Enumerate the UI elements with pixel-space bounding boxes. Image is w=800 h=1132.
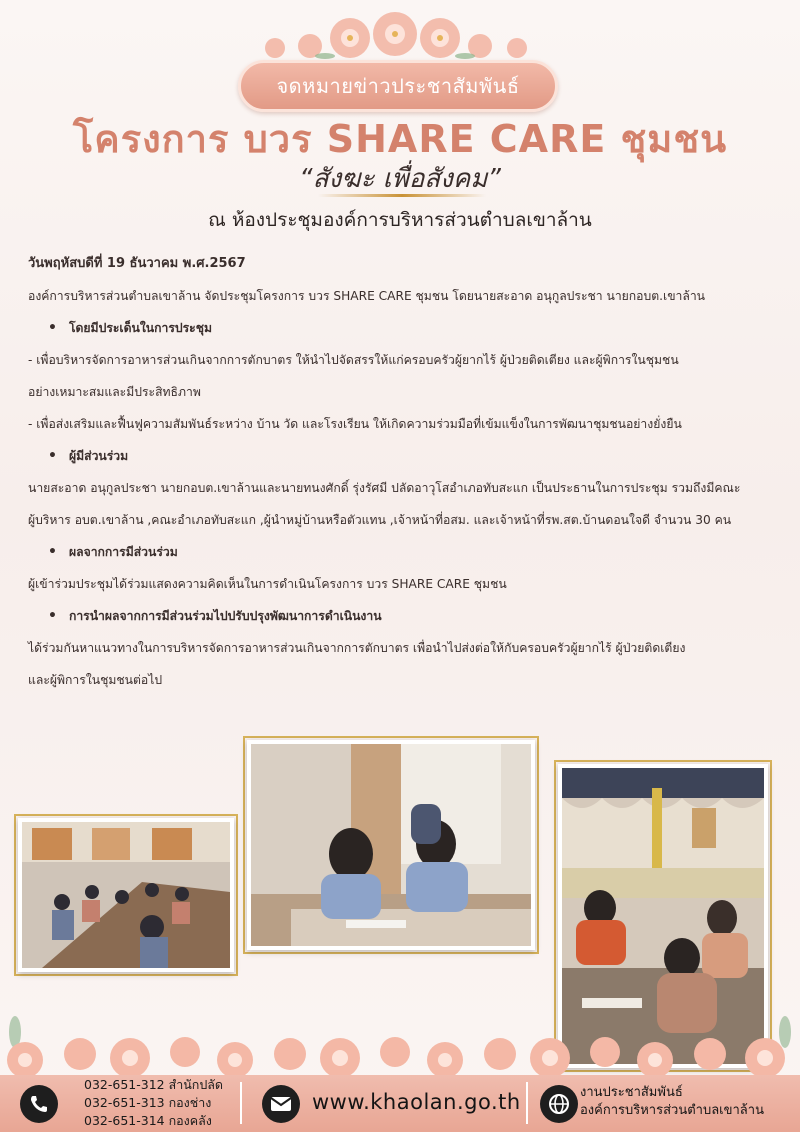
improvement-line: ได้ร่วมกันหาแนวทางในการบริหารจัดการอาหารส่วนเกินจากการตักบาตร เพื่อนำไปส่งต่อให้กับครอบครัวผู้ยากไร้ ผู้ป่วยติดเตียง bbox=[28, 641, 686, 655]
intro-paragraph: องค์การบริหารส่วนตำบลเขาล้าน จัดประชุมโครงการ บวร SHARE CARE ชุมชน โดยนายสะอาด อนุกูลประชา นายกอบต.เขาล้าน bbox=[28, 289, 706, 303]
website-link[interactable]: www.khaolan.go.th bbox=[312, 1090, 521, 1114]
pr-office-line2: องค์การบริหารส่วนตำบลเขาล้าน bbox=[580, 1103, 764, 1118]
participants-line: นายสะอาด อนุกูลประชา นายกอบต.เขาล้านและนายทนงศักดิ์ รุ่งรัศมี ปลัดอาวุโสอำเภอทับสะแก เป็นประธานในการประชุม รวมถึงมีคณะ bbox=[28, 481, 741, 495]
agenda-line: อย่างเหมาะสมและมีประสิทธิภาพ bbox=[28, 385, 201, 399]
project-subtitle: “สังฆะ เพื่อสังคม” bbox=[299, 164, 501, 194]
phone-list bbox=[84, 1076, 223, 1130]
footer-divider bbox=[240, 1082, 242, 1124]
phone-icon bbox=[20, 1085, 58, 1123]
section-heading-results: • ผลจากการมีส่วนร่วม bbox=[28, 536, 778, 568]
phone-number[interactable]: 032-651-313 กองช่าง bbox=[84, 1095, 212, 1110]
section-heading-agenda: • โดยมีประเด็นในการประชุม bbox=[28, 312, 778, 344]
phone-number[interactable]: 032-651-314 กองคลัง bbox=[84, 1113, 212, 1128]
globe-icon bbox=[540, 1085, 578, 1123]
newsletter-banner bbox=[238, 60, 558, 112]
results-line: ผู้เข้าร่วมประชุมได้ร่วมแสดงความคิดเห็นในการดำเนินโครงการ บวร SHARE CARE ชุมชน bbox=[28, 577, 507, 591]
article-body bbox=[28, 248, 778, 696]
footer-divider bbox=[526, 1082, 528, 1124]
section-heading-participants: • ผู้มีส่วนร่วม bbox=[28, 440, 778, 472]
participants-line: ผู้บริหาร อบต.เขาล้าน ,คณะอำเภอทับสะแก ,ผู้นำหมู่บ้านหรือตัวแทน ,เจ้าหน้าที่อสม. และเจ้าหน้าที่รพ.สต.บ้านดอนใจดี จำนวน 30 คน bbox=[28, 513, 732, 527]
agenda-line: - เพื่อส่งเสริมและฟื้นฟูความสัมพันธ์ระหว่าง บ้าน วัด และโรงเรียน ให้เกิดความร่วมมือที่เข้มแข็งในการพัฒนาชุมชนอย่างยั่งยืน bbox=[28, 417, 682, 431]
bottom-flower-border bbox=[0, 1012, 800, 1082]
pr-office-line1: งานประชาสัมพันธ์ bbox=[580, 1085, 683, 1100]
agenda-line: - เพื่อบริหารจัดการอาหารส่วนเกินจากการตักบาตร ให้นำไปจัดสรรให้แก่ครอบครัวผู้ยากไร้ ผู้ป่วยติดเตียง และผู้พิการในชุมชน bbox=[28, 353, 679, 367]
participants-photo bbox=[247, 740, 535, 950]
improvement-line: และผู้พิการในชุมชนต่อไป bbox=[28, 673, 163, 687]
project-title: โครงการ บวร SHARE CARE ชุมชน bbox=[72, 117, 728, 161]
mail-icon bbox=[262, 1085, 300, 1123]
pr-office bbox=[580, 1084, 764, 1120]
meeting-room-photo bbox=[18, 818, 234, 972]
venue-line: ณ ห้องประชุมองค์การบริหารส่วนตำบลเขาล้าน bbox=[208, 209, 592, 231]
phone-number[interactable]: 032-651-312 สำนักปลัด bbox=[84, 1077, 224, 1092]
banner-label: จดหมายข่าวประชาสัมพันธ์ bbox=[276, 74, 520, 98]
top-flower-garland bbox=[255, 8, 545, 63]
section-heading-improvement: • การนำผลจากการมีส่วนร่วมไปปรับปรุงพัฒนาการดำเนินงาน bbox=[28, 600, 778, 632]
gold-divider bbox=[318, 194, 486, 197]
meeting-date: วันพฤหัสบดีที่ 19 ธันวาคม พ.ศ.2567 bbox=[28, 256, 246, 271]
